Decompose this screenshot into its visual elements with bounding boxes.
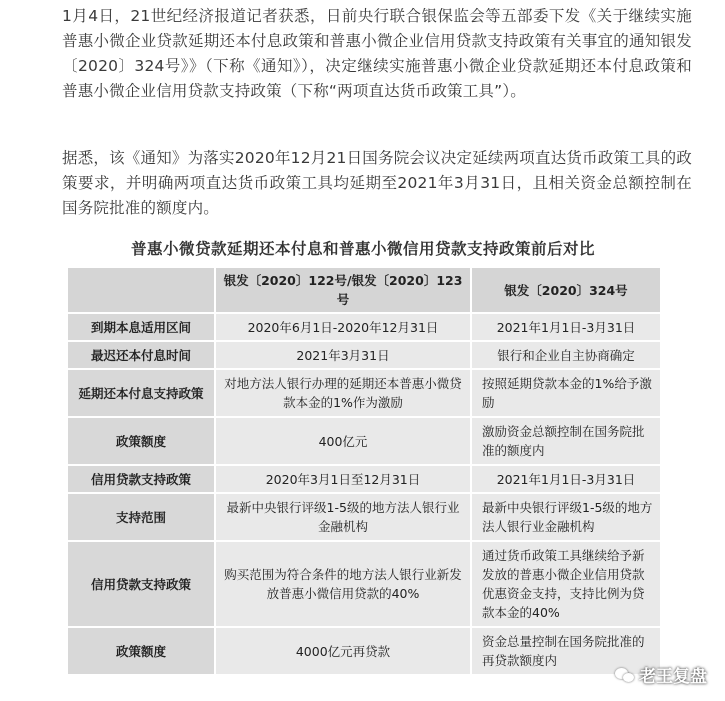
- row-label: 信用贷款支持政策: [67, 465, 215, 493]
- new-policy-cell: 通过货币政策工具继续给予新发放的普惠小微企业信用贷款优惠资金支持，支持比例为贷款本金的40%: [471, 541, 661, 627]
- row-label: 支持范围: [67, 493, 215, 541]
- table-row: [67, 313, 661, 341]
- table-row: [67, 465, 661, 493]
- header-cell-new-policy: 银发〔2020〕324号: [471, 267, 661, 313]
- watermark-text: 老王复盘: [639, 667, 707, 687]
- watermark: [615, 662, 707, 687]
- new-policy-cell: 资金总量控制在国务院批准的再贷款额度内: [471, 627, 661, 675]
- table-title: 普惠小微贷款延期还本付息和普惠小微信用贷款支持政策前后对比: [130, 240, 595, 258]
- row-label: 政策额度: [67, 417, 215, 465]
- policy-comparison-figure: [66, 232, 660, 676]
- old-policy-cell: 2020年6月1日-2020年12月31日: [215, 313, 471, 341]
- header-cell-old-policy: 银发〔2020〕122号/银发〔2020〕123号: [215, 267, 471, 313]
- table-row: [67, 541, 661, 627]
- row-label: 最迟还本付息时间: [67, 341, 215, 369]
- old-policy-cell: 购买范围为符合条件的地方法人银行业新发放普惠小微信用贷款的40%: [215, 541, 471, 627]
- old-policy-cell: 2021年3月31日: [215, 341, 471, 369]
- old-policy-cell: 2020年3月1日至12月31日: [215, 465, 471, 493]
- new-policy-cell: 激励资金总额控制在国务院批准的额度内: [471, 417, 661, 465]
- wechat-icon: [615, 667, 635, 683]
- article-paragraph-1: 1月4日，21世纪经济报道记者获悉，日前央行联合银保监会等五部委下发《关于继续实施普惠小微企业贷款延期还本付息政策和普惠小微企业信用贷款支持政策有关事宜的通知银发〔2020〕324号》》（下称《通知》），决定继续实施普惠小微企业贷款延期还本付息政策和普惠小微企业信用贷款支持政策（下称“两项直达货币政策工具”）。: [62, 7, 692, 100]
- table-row: [67, 627, 661, 675]
- table-header-row: [67, 267, 661, 313]
- old-policy-cell: 对地方法人银行办理的延期还本普惠小微贷款本金的1%作为激励: [215, 369, 471, 417]
- old-policy-cell: 最新中央银行评级1-5级的地方法人银行业金融机构: [215, 493, 471, 541]
- new-policy-cell: 2021年1月1日-3月31日: [471, 465, 661, 493]
- new-policy-cell: 按照延期贷款本金的1%给予激励: [471, 369, 661, 417]
- new-policy-cell: 2021年1月1日-3月31日: [471, 313, 661, 341]
- row-label: 政策额度: [67, 627, 215, 675]
- new-policy-cell: 最新中央银行评级1-5级的地方法人银行业金融机构: [471, 493, 661, 541]
- row-label: 到期本息适用区间: [67, 313, 215, 341]
- row-label: 信用贷款支持政策: [67, 541, 215, 627]
- table-row: [67, 369, 661, 417]
- article-paragraph-2: 据悉，该《通知》为落实2020年12月21日国务院会议决定延续两项直达货币政策工具的政策要求，并明确两项直达货币政策工具均延期至2021年3月31日，且相关资金总额控制在国务院批准的额度内。: [62, 149, 692, 217]
- table-row: [67, 493, 661, 541]
- row-label: 延期还本付息支持政策: [67, 369, 215, 417]
- old-policy-cell: 4000亿元再贷款: [215, 627, 471, 675]
- policy-comparison-table: [66, 266, 662, 676]
- table-row: [67, 417, 661, 465]
- table-row: [67, 341, 661, 369]
- new-policy-cell: 银行和企业自主协商确定: [471, 341, 661, 369]
- old-policy-cell: 400亿元: [215, 417, 471, 465]
- header-cell-empty: [67, 267, 215, 313]
